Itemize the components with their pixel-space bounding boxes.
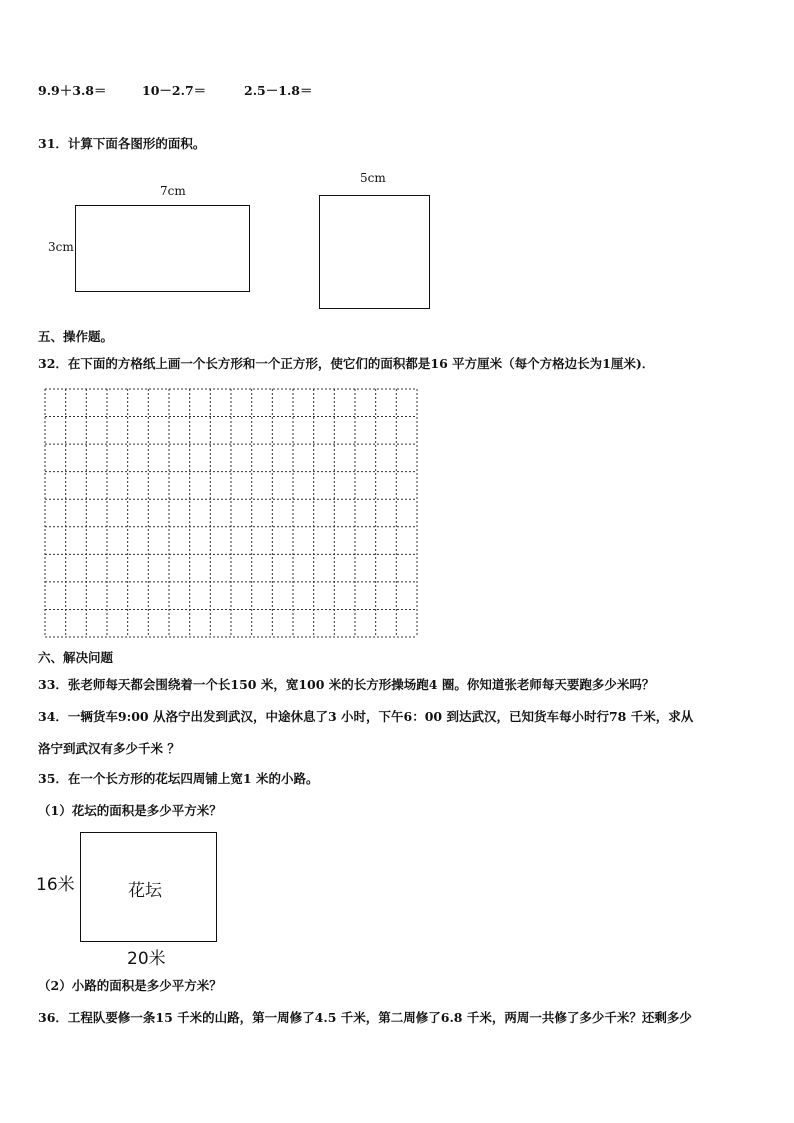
q31-text: 31．计算下面各图形的面积。 — [38, 136, 206, 151]
q33-text: 33．张老师每天都会围绕着一个长150 米，宽100 米的长方形操场跑4 圈。你知道张老师每天要跑多少米吗？ — [38, 677, 655, 692]
q35-sub-1: （1）花坛的面积是多少平方米？ — [38, 803, 222, 818]
calc-expression-2: 10－2.7＝ — [142, 83, 207, 98]
q32-text: 32．在下面的方格纸上画一个长方形和一个正方形，使它们的面积都是16 平方厘米（每个方格边长为1厘米)． — [38, 356, 655, 371]
rect-width-label: 7cm — [160, 184, 186, 198]
q35-sub-2: （2）小路的面积是多少平方米？ — [38, 978, 222, 993]
q34-line-2: 洛宁到武汉有多少千米 ？ — [38, 741, 180, 756]
square-side-label: 5cm — [360, 171, 386, 185]
section-5-title: 五、操作题。 — [38, 329, 114, 344]
rect-height-label: 3cm — [48, 240, 74, 254]
square-figure — [319, 195, 430, 309]
q35-text: 35．在一个长方形的花坛四周铺上宽1 米的小路。 — [38, 771, 319, 786]
garden-label: 花坛 — [128, 881, 162, 901]
rectangle-figure — [75, 205, 250, 292]
q36-text: 36．工程队要修一条15 千米的山路，第一周修了4.5 千米，第二周修了6.8 千米，两周一共修了多少千米？还剩多少 — [38, 1010, 692, 1025]
section-6-title: 六、解决问题 — [38, 650, 114, 665]
q34-line-1: 34．一辆货车9:00 从洛宁出发到武汉，中途休息了3 小时，下午6：00 到达武汉，已知货车每小时行78 千米，求从 — [38, 709, 694, 724]
calc-expression-3: 2.5－1.8＝ — [244, 83, 313, 98]
grid-paper — [44, 388, 418, 638]
garden-width-label: 20米 — [127, 949, 166, 969]
calc-expression-1: 9.9＋3.8＝ — [38, 83, 107, 98]
garden-height-label: 16米 — [36, 875, 75, 895]
